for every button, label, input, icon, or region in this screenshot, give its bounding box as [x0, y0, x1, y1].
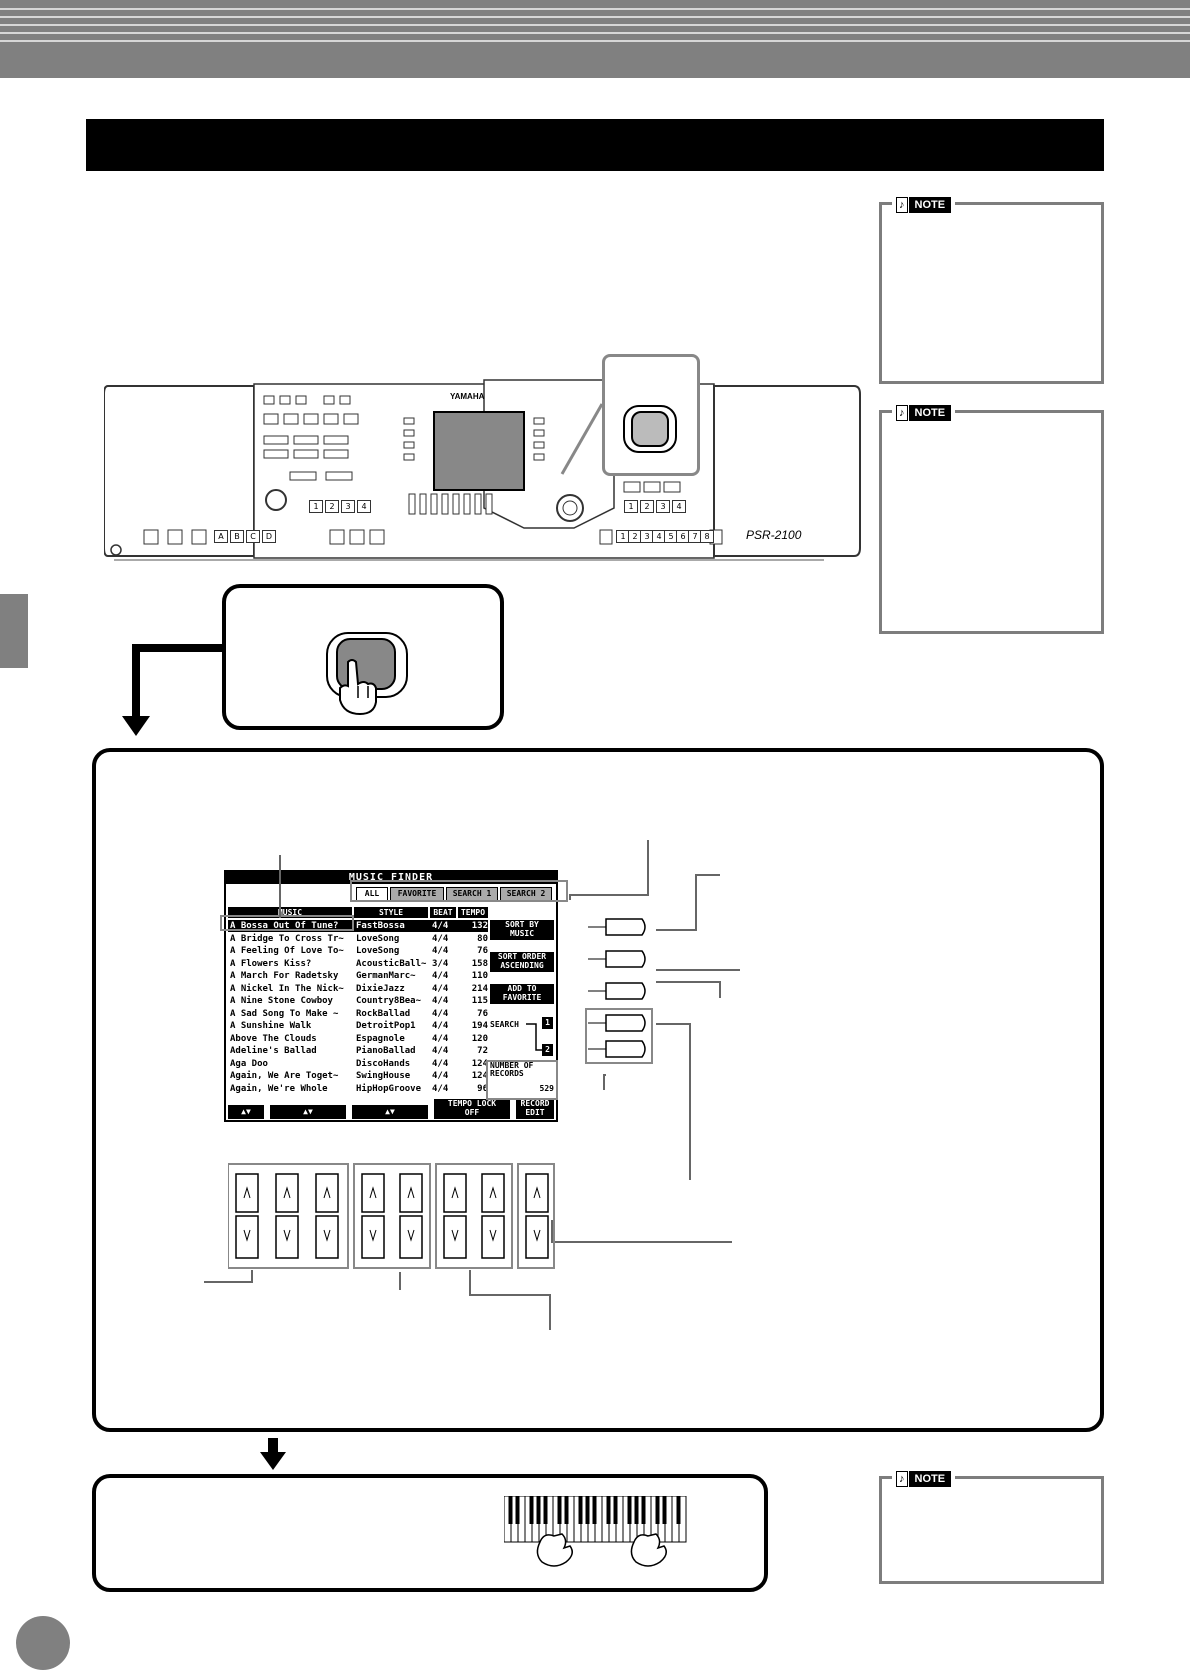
cell-tempo: 76 — [477, 946, 488, 956]
cell-music: A Feeling Of Love To~ — [230, 946, 344, 956]
add-to-favorite-button[interactable]: ADD TO FAVORITE — [490, 984, 554, 1004]
note-box-1 — [879, 199, 1104, 384]
cell-style: DiscoHands — [356, 1058, 411, 1069]
cell-tempo: 124 — [471, 1071, 488, 1081]
cell-music: A Nine Stone Cowboy — [230, 996, 333, 1006]
cell-beat: 4/4 — [432, 971, 449, 981]
cell-tempo: 115 — [471, 996, 488, 1006]
scroll-button-3[interactable]: ▲▼ — [352, 1105, 428, 1119]
chapter-tab — [0, 594, 28, 668]
tempo-lock-button[interactable]: TEMPO LOCK OFF — [434, 1099, 510, 1119]
cell-beat: 4/4 — [432, 933, 449, 944]
cell-music: A Bridge To Cross Tr~ — [230, 933, 344, 944]
cell-tempo: 80 — [477, 933, 488, 944]
main-variation-c[interactable]: C — [246, 530, 260, 543]
cell-style: LoveSong — [356, 933, 400, 944]
model-logo: PSR-2100 — [746, 528, 802, 542]
cell-style: DetroitPop1 — [356, 1021, 416, 1031]
page-number-badge — [16, 1616, 70, 1670]
records-count: 529 — [539, 1084, 554, 1093]
cell-beat: 4/4 — [432, 921, 449, 931]
right-button-6[interactable]: 6 — [676, 530, 690, 543]
cell-beat: 4/4 — [432, 1008, 449, 1019]
keyboard-panel-illustration — [104, 378, 864, 568]
zoom-connector — [560, 400, 620, 480]
scroll-button-1[interactable]: ▲▼ — [228, 1105, 264, 1119]
search-label: SEARCH — [490, 1020, 519, 1029]
cell-beat: 4/4 — [432, 983, 449, 994]
header-band — [0, 0, 1190, 78]
brand-logo: YAMAHA — [450, 392, 485, 401]
display-title: MUSIC FINDER — [226, 872, 556, 884]
mid-button-3[interactable]: 3 — [656, 500, 670, 513]
cell-beat: 3/4 — [432, 958, 449, 969]
cell-music: Adeline's Ballad — [230, 1046, 317, 1056]
cell-beat: 4/4 — [432, 1046, 449, 1056]
cell-beat: 4/4 — [432, 1071, 449, 1081]
cell-music: A Bossa Out Of Tune? — [230, 921, 339, 931]
cell-beat: 4/4 — [432, 996, 449, 1006]
registration-button-4[interactable]: 4 — [357, 500, 371, 513]
column-tempo: TEMPO — [458, 907, 488, 918]
registration-button-3[interactable]: 3 — [341, 500, 355, 513]
cell-style: Espagnole — [356, 1033, 405, 1044]
cell-tempo: 214 — [471, 983, 488, 994]
mid-button-4[interactable]: 4 — [672, 500, 686, 513]
tab-all[interactable]: ALL — [356, 887, 388, 901]
section-title-bar — [86, 119, 1104, 171]
playing-hands-keyboard-icon — [504, 1496, 704, 1576]
record-edit-button[interactable]: RECORD EDIT — [516, 1099, 554, 1119]
flow-arrow-down-2 — [258, 1436, 288, 1472]
column-music: MUSIC — [228, 907, 352, 918]
cell-style: AcousticBall~ — [356, 958, 427, 969]
cell-style: DixieJazz — [356, 983, 405, 994]
main-variation-a[interactable]: A — [214, 530, 228, 543]
cell-beat: 4/4 — [432, 946, 449, 956]
cell-style: FastBossa — [356, 921, 405, 931]
callout-leader-lines — [180, 830, 740, 1350]
step-play-keyboard-box — [92, 1474, 768, 1592]
right-button-1[interactable]: 1 — [616, 530, 630, 543]
cell-beat: 4/4 — [432, 1058, 449, 1069]
cell-tempo: 110 — [471, 971, 488, 981]
pressing-hand-icon — [334, 658, 384, 718]
cell-beat: 4/4 — [432, 1021, 449, 1031]
cell-style: PianoBallad — [356, 1046, 416, 1056]
music-note-icon: ♪ — [896, 197, 908, 213]
note-box-2 — [879, 407, 1104, 634]
column-beat: BEAT — [430, 907, 456, 918]
tab-search-2[interactable]: SEARCH 2 — [500, 887, 552, 901]
cell-style: RockBallad — [356, 1008, 411, 1019]
main-variation-d[interactable]: D — [262, 530, 276, 543]
cell-tempo: 72 — [477, 1046, 488, 1056]
number-of-records-label: NUMBER OF RECORDS — [490, 1061, 534, 1078]
sort-order-button[interactable]: SORT ORDER ASCENDING — [490, 952, 554, 972]
cell-tempo: 96 — [477, 1083, 488, 1094]
right-button-2[interactable]: 2 — [628, 530, 642, 543]
main-variation-b[interactable]: B — [230, 530, 244, 543]
cell-music: Aga Doo — [230, 1058, 268, 1069]
right-button-5[interactable]: 5 — [664, 530, 678, 543]
music-finder-button[interactable] — [631, 411, 669, 447]
column-style: STYLE — [354, 907, 428, 918]
cell-tempo: 76 — [477, 1008, 488, 1019]
music-note-icon: ♪ — [896, 405, 908, 421]
cell-beat: 4/4 — [432, 1083, 449, 1094]
registration-button-1[interactable]: 1 — [309, 500, 323, 513]
search-2-button[interactable]: 2 — [542, 1044, 553, 1056]
cell-tempo: 158 — [471, 958, 488, 969]
cell-tempo: 124 — [471, 1058, 488, 1069]
cell-style: LoveSong — [356, 946, 400, 956]
registration-button-2[interactable]: 2 — [325, 500, 339, 513]
cell-music: A Sad Song To Make ~ — [230, 1008, 339, 1019]
flow-arrow-down — [120, 640, 230, 740]
cell-style: HipHopGroove — [356, 1083, 422, 1094]
cell-music: Above The Clouds — [230, 1033, 317, 1044]
right-button-4[interactable]: 4 — [652, 530, 666, 543]
mid-button-2[interactable]: 2 — [640, 500, 654, 513]
cell-style: GermanMarc~ — [356, 971, 416, 981]
right-button-7[interactable]: 7 — [688, 530, 702, 543]
note-label: NOTE — [909, 405, 952, 421]
mid-button-1[interactable]: 1 — [624, 500, 638, 513]
cell-music: A March For Radetsky — [230, 971, 339, 981]
cell-music: A Sunshine Walk — [230, 1021, 312, 1031]
cell-style: SwingHouse — [356, 1071, 411, 1081]
cell-style: Country8Bea~ — [356, 996, 422, 1006]
scroll-button-2[interactable]: ▲▼ — [270, 1105, 346, 1119]
display-up-down-buttons — [228, 1162, 558, 1272]
cell-music: A Nickel In The Nick~ — [230, 983, 344, 994]
right-button-3[interactable]: 3 — [640, 530, 654, 543]
note-label: NOTE — [909, 197, 952, 213]
cell-music: A Flowers Kiss? — [230, 958, 312, 969]
music-note-icon: ♪ — [896, 1471, 908, 1487]
search-1-button[interactable]: 1 — [542, 1017, 553, 1029]
tab-search-1[interactable]: SEARCH 1 — [446, 887, 498, 901]
cell-tempo: 194 — [471, 1021, 488, 1031]
cell-music: Again, We Are Toget~ — [230, 1071, 339, 1081]
cell-tempo: 132 — [471, 921, 488, 931]
cell-tempo: 120 — [471, 1033, 488, 1044]
step-press-button-box — [222, 584, 504, 730]
tab-favorite[interactable]: FAVORITE — [390, 887, 444, 901]
cell-music: Again, We're Whole — [230, 1083, 328, 1094]
sort-by-button[interactable]: SORT BY MUSIC — [490, 920, 554, 940]
right-button-8[interactable]: 8 — [700, 530, 714, 543]
cell-beat: 4/4 — [432, 1033, 449, 1044]
note-box-3 — [879, 1473, 1104, 1584]
note-label: NOTE — [909, 1471, 952, 1487]
